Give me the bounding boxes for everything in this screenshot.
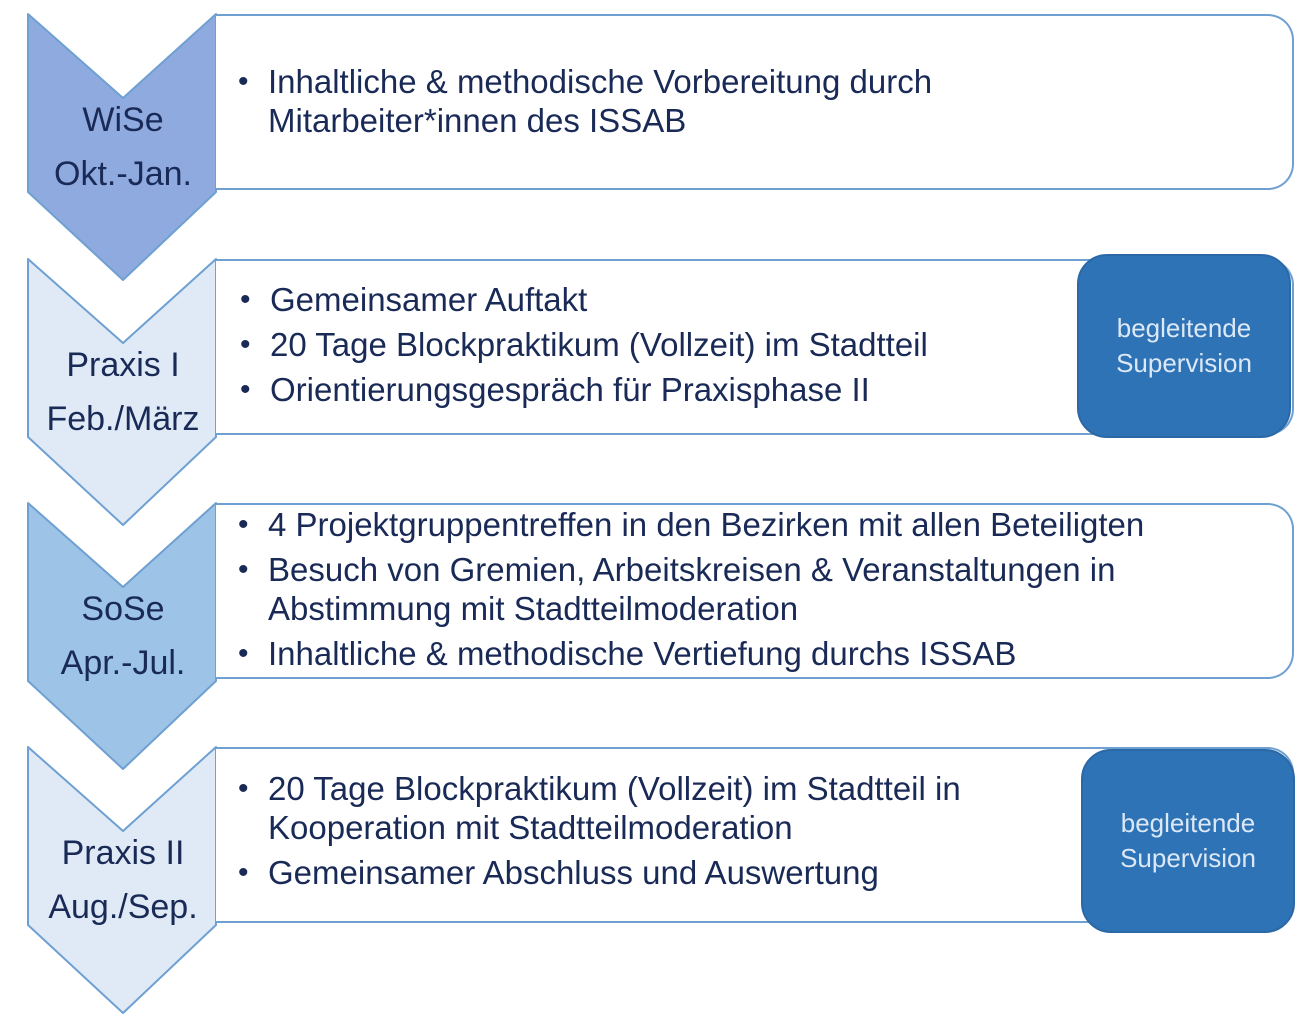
list-item: • 20 Tage Blockpraktikum (Vollzeit) im Stadtteil [240, 325, 1080, 364]
list-item: • 20 Tage Blockpraktikum (Vollzeit) im Stadtteil in Kooperation mit Stadtteilmoderation [238, 769, 1068, 847]
supervision-line1: begleitende [1116, 313, 1252, 343]
list-item: • Besuch von Gremien, Arbeitskreisen & Veranstaltungen in Abstimmung mit Stadtteilmoderation [238, 550, 1288, 628]
list-item: • 4 Projektgruppentreffen in den Bezirken mit allen Beteiligten [238, 505, 1288, 544]
phase-label-praxis-1 [30, 338, 216, 446]
phase-items-praxis-2 [238, 769, 1068, 898]
supervision-line2: Supervision [1116, 348, 1252, 378]
phase-label-line2: Aug./Sep. [48, 888, 198, 926]
phase-items-wise [238, 62, 1038, 146]
supervision-line2: Supervision [1120, 843, 1256, 873]
list-item: • Gemeinsamer Abschluss und Auswertung [238, 853, 1068, 892]
list-item: • Inhaltliche & methodische Vertiefung durchs ISSAB [238, 634, 1288, 673]
list-item: • Gemeinsamer Auftakt [240, 280, 1080, 319]
phase-label-wise [30, 93, 216, 201]
list-item: • Inhaltliche & methodische Vorbereitung durch Mitarbeiter*innen des ISSAB [238, 62, 1038, 140]
phase-label-praxis-2 [30, 826, 216, 934]
phase-items-praxis-1 [240, 280, 1080, 415]
list-item: • Orientierungsgespräch für Praxisphase II [240, 370, 1080, 409]
supervision-badge-praxis-2 [1081, 749, 1295, 933]
phase-label-line2: Feb./März [46, 400, 200, 438]
supervision-line1: begleitende [1120, 808, 1256, 838]
phase-label-line2: Okt.-Jan. [54, 155, 192, 193]
supervision-badge-praxis-1 [1077, 254, 1291, 438]
phase-label-line1: Praxis I [66, 346, 180, 384]
phase-label-line1: WiSe [82, 101, 164, 139]
phase-items-sose [238, 505, 1288, 679]
phase-label-line1: Praxis II [61, 834, 185, 872]
phase-label-sose [30, 582, 216, 690]
phase-label-line2: Apr.-Jul. [60, 644, 186, 682]
phase-label-line1: SoSe [81, 590, 165, 628]
